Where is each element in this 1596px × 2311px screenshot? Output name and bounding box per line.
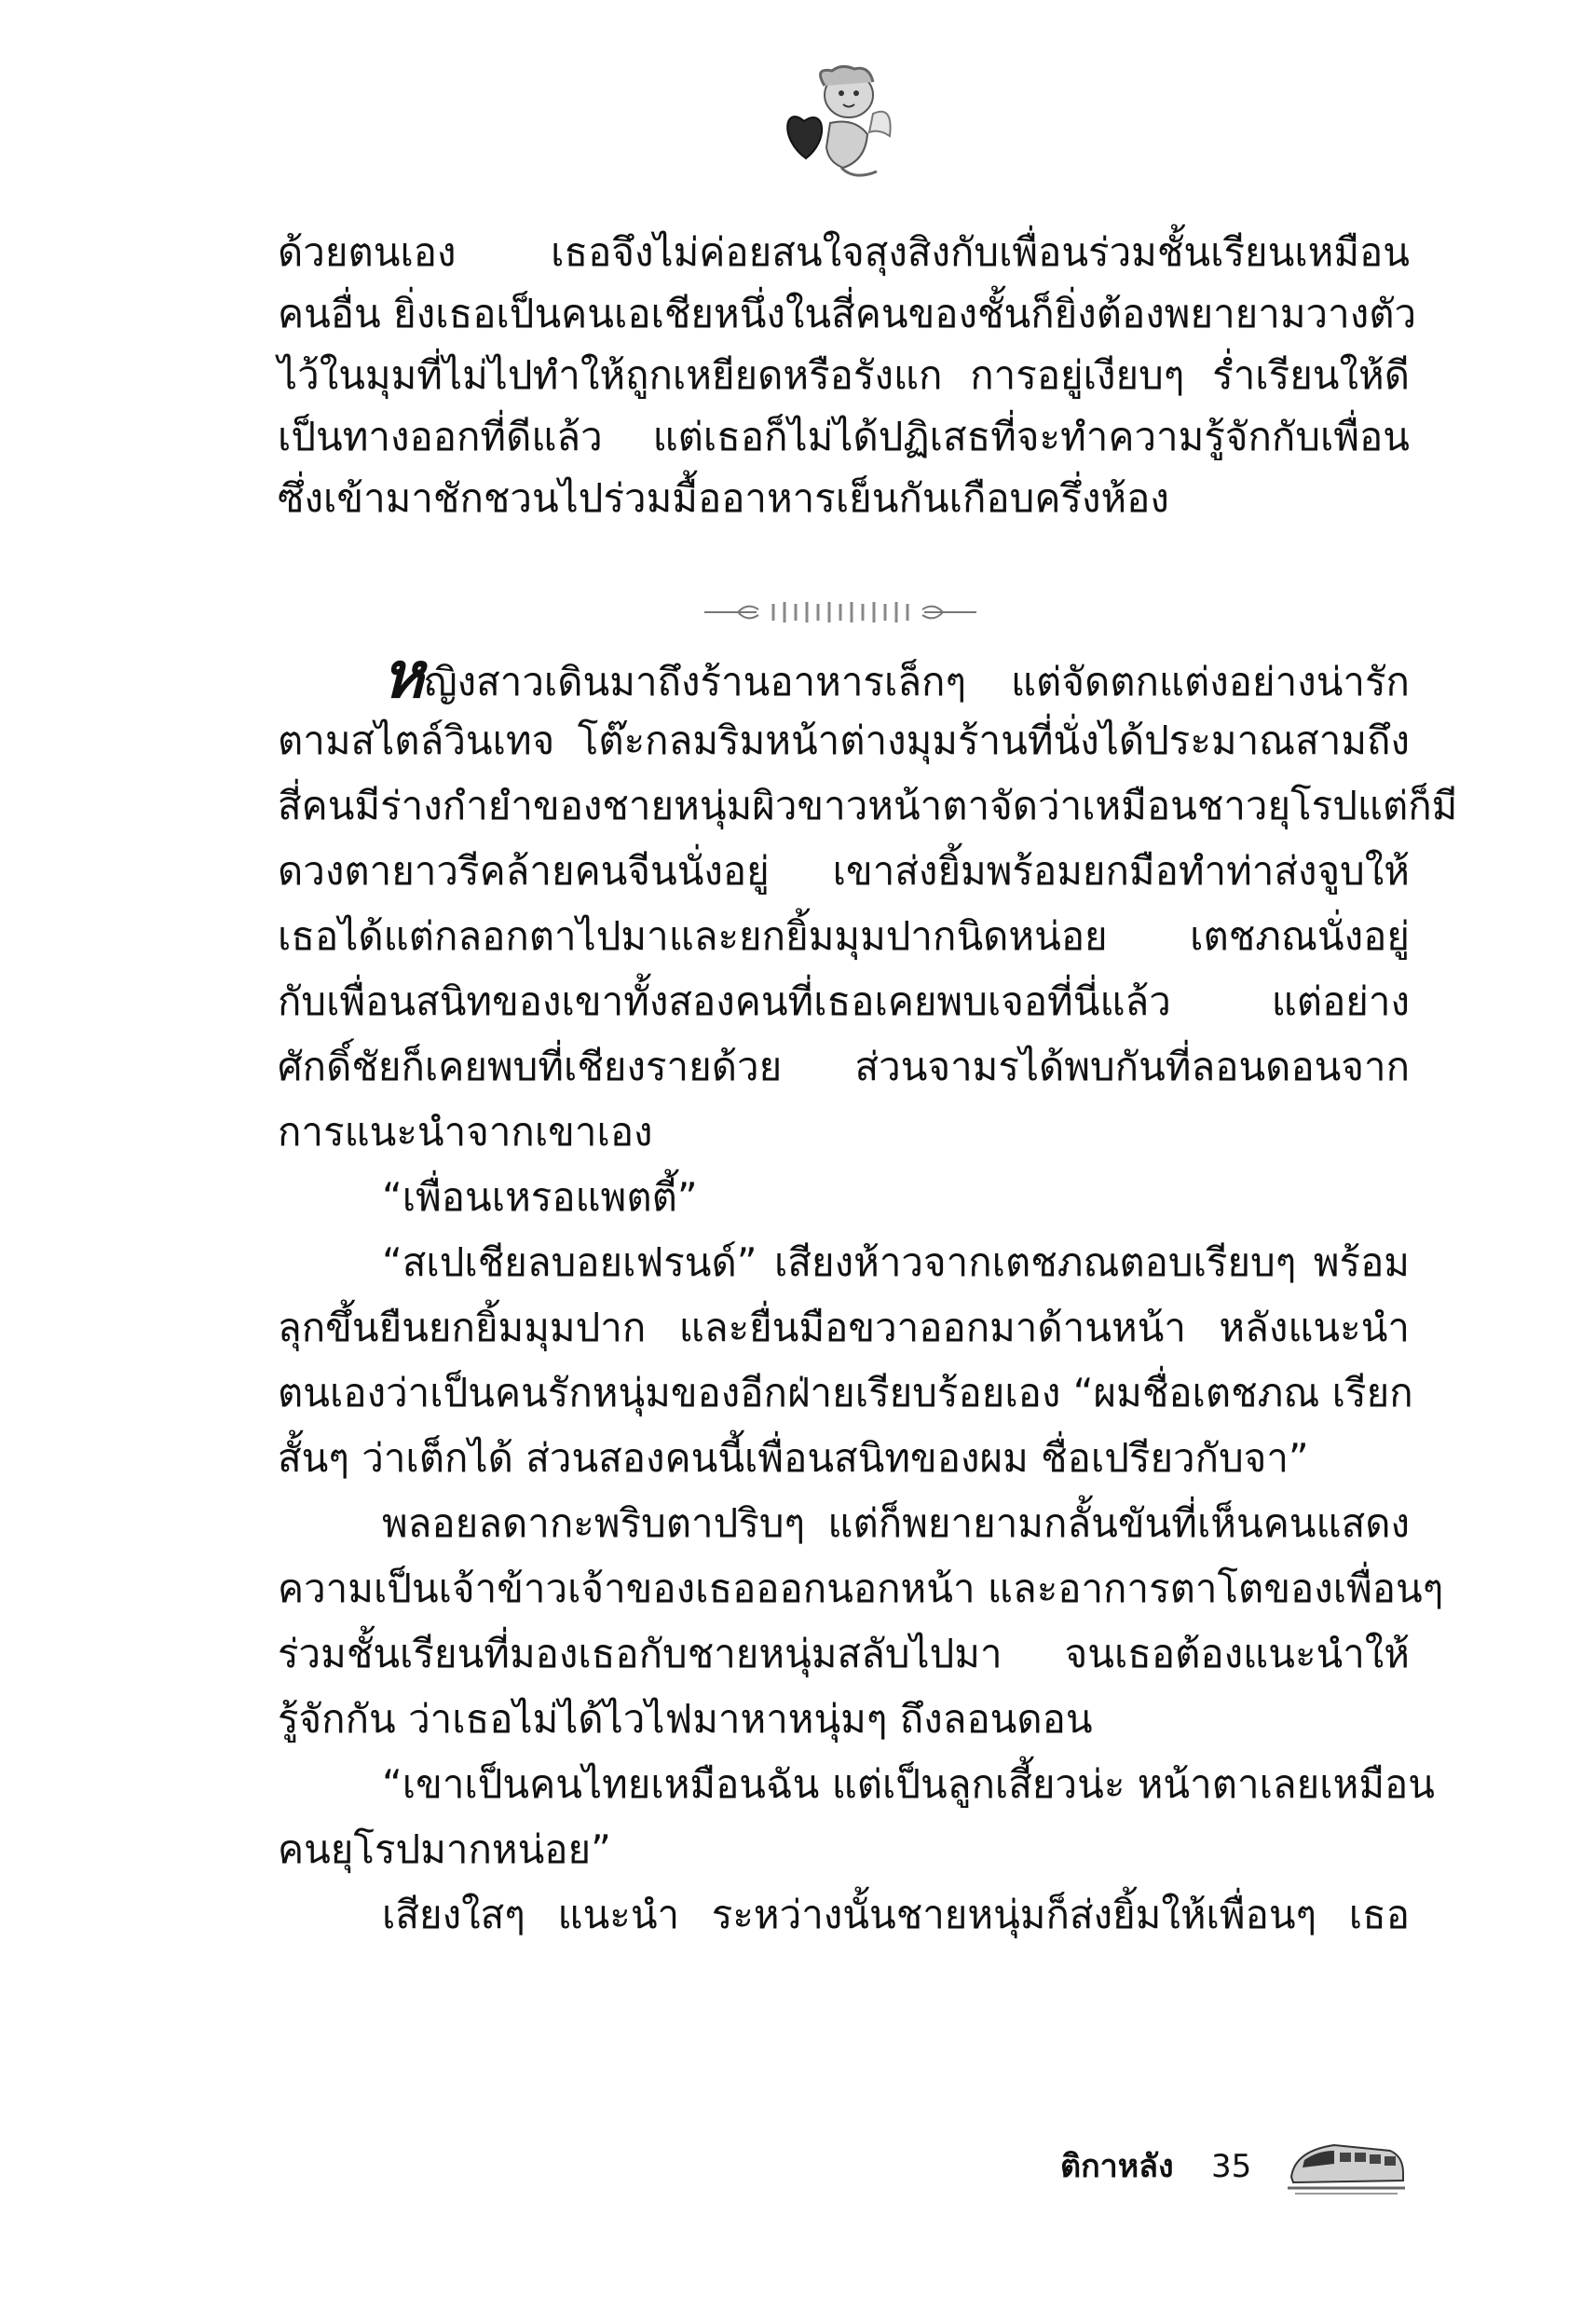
text-line: ตนเองว่าเป็นคนรักหนุ่มของอีกฝ่ายเรียบร้อยเอง “ผมชื่อเตชภณ เรียก (278, 1370, 1413, 1415)
text-line: สี่คนมีร่างกำยำของชายหนุ่มผิวขาวหน้าตาจัดว่าเหมือนชาวยุโรปแต่ก็มี (278, 783, 1458, 828)
text-line: เสียงใสๆ แนะนำ ระหว่างนั้นชายหนุ่มก็ส่งยิ้มให้เพื่อนๆ เธอ (382, 1892, 1410, 1937)
text-line: เป็นทางออกที่ดีแล้ว แต่เธอก็ไม่ได้ปฏิเสธที่จะทำความรู้จักกับเพื่อน (278, 414, 1410, 459)
page-number: 35 (1211, 2148, 1252, 2185)
text-line: พลอยลดากะพริบตาปริบๆ แต่ก็พยายามกลั้นขันที่เห็นคนแสดง (382, 1500, 1410, 1546)
text-line: ไว้ในมุมที่ไม่ไปทำให้ถูกเหยียดหรือรังแก การอยู่เงียบๆ ร่ำเรียนให้ดี (278, 352, 1410, 398)
first-line (278, 638, 1410, 713)
cupid-heart-icon (776, 58, 897, 188)
first-line-text: ญิงสาวเดินมาถึงร้านอาหารเล็กๆ แต่จัดตกแต่งอย่างน่ารัก (423, 659, 1410, 704)
text-line: “สเปเชียลบอยเฟรนด์” เสียงห้าวจากเตชภณตอบเรียบๆ พร้อม (382, 1239, 1410, 1285)
text-line: ความเป็นเจ้าข้าวเจ้าของเธอออกนอกหน้า และอาการตาโตของเพื่อนๆ (278, 1566, 1444, 1611)
text-line: สั้นๆ ว่าเต็กได้ ส่วนสองคนนี้เพื่อนสนิทของผม ชื่อเปรียวกับจา” (278, 1435, 1309, 1481)
train-icon (1286, 2132, 1407, 2197)
drop-cap: ห (382, 638, 424, 713)
text-line: ดวงตายาวรีคล้ายคนจีนนั่งอยู่ เขาส่งยิ้มพร้อมยกมือทำท่าส่งจูบให้ (278, 848, 1410, 894)
text-line: คนยุโรปมากหน่อย” (278, 1826, 611, 1872)
text-line: รู้จักกัน ว่าเธอไม่ได้ไวไฟมาหาหนุ่มๆ ถึงลอนดอน (278, 1696, 1093, 1742)
text-line: “เขาเป็นคนไทยเหมือนฉัน แต่เป็นลูกเสี้ยวน่ะ หน้าตาเลยเหมือน (382, 1761, 1435, 1807)
text-line: เธอได้แต่กลอกตาไปมาและยกยิ้มมุมปากนิดหน่อย เตชภณนั่งอยู่ (278, 913, 1410, 959)
book-title: ติกาหลัง (1060, 2148, 1174, 2185)
text-line: การแนะนำจากเขาเอง (278, 1109, 653, 1155)
ornamental-divider (701, 596, 980, 628)
text-line: ร่วมชั้นเรียนที่มองเธอกับชายหนุ่มสลับไปมา จนเธอต้องแนะนำให้ (278, 1631, 1410, 1676)
text-line: ศักดิ์ชัยก็เคยพบที่เชียงรายด้วย ส่วนจามรได้พบกันที่ลอนดอนจาก (278, 1044, 1410, 1089)
section-body (278, 638, 1458, 1948)
text-line: ซึ่งเข้ามาชักชวนไปร่วมมื้ออาหารเย็นกันเกือบครึ่งห้อง (278, 475, 1169, 521)
text-line: กับเพื่อนสนิทของเขาทั้งสองคนที่เธอเคยพบเจอที่นี่แล้ว แต่อย่าง (278, 978, 1410, 1024)
dialogue-line: “เพื่อนเหรอแพตตี้” (382, 1174, 698, 1220)
text-line: ลุกขึ้นยืนยกยิ้มมุมปาก และยื่นมือขวาออกมาด้านหน้า หลังแนะนำ (278, 1305, 1410, 1350)
paragraph-top (278, 222, 1417, 529)
text-line: คนอื่น ยิ่งเธอเป็นคนเอเชียหนึ่งในสี่คนของชั้นก็ยิ่งต้องพยายามวางตัว (278, 291, 1417, 336)
text-line: ด้วยตนเอง เธอจึงไม่ค่อยสนใจสุงสิงกับเพื่อนร่วมชั้นเรียนเหมือน (278, 229, 1410, 275)
text-line: ตามสไตล์วินเทจ โต๊ะกลมริมหน้าต่างมุมร้านที่นั่งได้ประมาณสามถึง (278, 718, 1410, 763)
